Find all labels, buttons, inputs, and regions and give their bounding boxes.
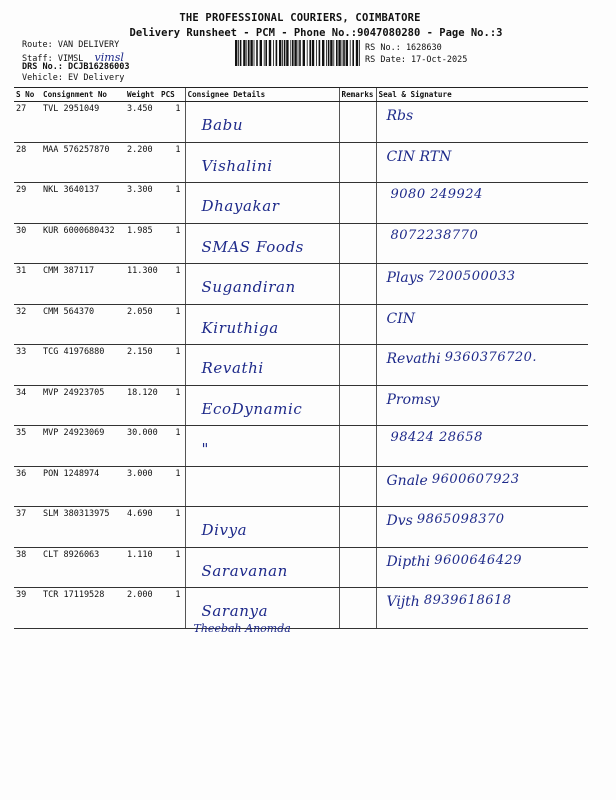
- phone-handwritten: 9080 249924: [390, 187, 483, 202]
- cell-consignment: MVP 24923705: [41, 385, 125, 426]
- barcode-bar: [330, 40, 332, 66]
- cell-consignment: TCR 17119528: [41, 588, 125, 629]
- signature: Dvs: [386, 513, 413, 529]
- consignee-handwritten-name: Vishalini: [201, 156, 273, 175]
- phone-handwritten: 8939618618: [423, 593, 512, 608]
- barcode-bar: [256, 40, 258, 66]
- barcode-bar: [260, 40, 262, 66]
- barcode-bar: [346, 40, 348, 66]
- cell-weight: 3.000: [125, 466, 159, 507]
- col-seal: Seal & Signature: [376, 88, 588, 102]
- cell-remarks: [339, 304, 376, 345]
- cell-pcs: 1: [159, 102, 185, 143]
- cell-weight: 2.200: [125, 142, 159, 183]
- staff-label: Staff: VIMSL: [22, 54, 84, 64]
- cell-consignee: [185, 142, 339, 183]
- col-consignment: Consignment No: [41, 88, 125, 102]
- consignee-handwritten-name: Kiruthiga: [201, 318, 279, 337]
- barcode-bar: [312, 40, 314, 66]
- table-row: [14, 507, 588, 548]
- staff-signature: vimsl: [94, 51, 124, 64]
- cell-consignee: [185, 183, 339, 224]
- cell-consignment: KUR 6000680432: [41, 223, 125, 264]
- table-row: [14, 264, 588, 305]
- cell-weight: 1.110: [125, 547, 159, 588]
- barcode-bar: [240, 40, 242, 66]
- cell-pcs: 1: [159, 507, 185, 548]
- barcode-bar: [243, 40, 245, 66]
- barcode-bar: [238, 40, 239, 66]
- barcode-bar: [303, 40, 305, 66]
- barcode-bar: [336, 40, 338, 66]
- cell-consignee: [185, 588, 339, 635]
- phone-handwritten: 9600607923: [431, 471, 520, 487]
- barcode-bar: [350, 40, 351, 66]
- cell-seal-signature: [376, 183, 588, 224]
- phone-handwritten: 8072238770: [390, 227, 479, 243]
- signature: Plays: [386, 270, 424, 286]
- barcode-bar: [235, 40, 237, 66]
- table-row: [14, 183, 588, 224]
- barcode-bar: [322, 40, 324, 66]
- consignee-handwritten-name: Revathi: [201, 359, 264, 377]
- cell-remarks: [339, 588, 376, 629]
- barcode-bar: [279, 40, 281, 66]
- cell-sno: 38: [14, 547, 41, 588]
- col-remarks: Remarks: [339, 88, 376, 102]
- cell-weight: 4.690: [125, 507, 159, 548]
- signature: Promsy: [386, 391, 440, 408]
- barcode-bar: [290, 40, 291, 66]
- table-row: [14, 304, 588, 345]
- cell-remarks: [339, 547, 376, 588]
- col-pcs: PCS: [159, 88, 185, 102]
- cell-sno: 27: [14, 102, 41, 143]
- company-name: THE PROFESSIONAL COURIERS, COIMBATORE: [179, 12, 421, 24]
- barcode-bar: [333, 40, 334, 66]
- signature: Revathi: [386, 351, 441, 367]
- signature: CIN: [386, 310, 415, 327]
- cell-remarks: [339, 142, 376, 183]
- consignee-handwritten-name-extra: Theebah Anomda: [193, 622, 291, 635]
- cell-sno: 34: [14, 385, 41, 426]
- cell-seal-signature: [376, 588, 588, 629]
- table-row: [14, 142, 588, 183]
- barcode-bar: [338, 40, 340, 66]
- cell-remarks: [339, 223, 376, 264]
- col-consignee: Consignee Details: [185, 88, 339, 102]
- barcode-bar: [273, 40, 274, 66]
- cell-weight: 2.000: [125, 588, 159, 629]
- consignee-handwritten-name: Dhayakar: [201, 197, 280, 215]
- cell-weight: 2.150: [125, 345, 159, 386]
- signature: Rbs: [386, 108, 414, 124]
- table-row: [14, 385, 588, 426]
- barcode-bar: [248, 40, 250, 66]
- table-header-row: [14, 88, 588, 102]
- consignee-handwritten-name: EcoDynamic: [201, 399, 303, 418]
- cell-seal-signature: [376, 142, 588, 183]
- barcode-bar: [343, 40, 345, 66]
- barcode-bar: [356, 40, 358, 66]
- phone-handwritten: 98424 28658: [390, 430, 483, 445]
- cell-sno: 31: [14, 264, 41, 305]
- cell-pcs: 1: [159, 183, 185, 224]
- runsheet-title: Delivery Runsheet - PCM - Phone No.:9047080280 - Page No.:3: [129, 27, 503, 39]
- cell-sno: 29: [14, 183, 41, 224]
- table-row: [14, 466, 588, 507]
- barcode-bar: [299, 40, 301, 66]
- cell-pcs: 1: [159, 385, 185, 426]
- table-row: [14, 588, 588, 629]
- barcode-bar: [250, 40, 252, 66]
- cell-remarks: [339, 183, 376, 224]
- consignee-handwritten-name: Divya: [201, 521, 248, 539]
- cell-seal-signature: [376, 102, 588, 143]
- cell-consignment: TCG 41976880: [41, 345, 125, 386]
- cell-pcs: 1: [159, 466, 185, 507]
- cell-seal-signature: [376, 426, 588, 467]
- consignee-handwritten-name: Saravanan: [201, 561, 288, 580]
- vehicle-label: Vehicle: EV Delivery: [22, 73, 125, 83]
- cell-consignment: MAA 576257870: [41, 142, 125, 183]
- cell-consignment: CLT 8926063: [41, 547, 125, 588]
- cell-weight: 1.985: [125, 223, 159, 264]
- cell-consignee: [185, 547, 339, 588]
- barcode-bar: [316, 40, 317, 66]
- cell-weight: 3.300: [125, 183, 159, 224]
- cell-pcs: 1: [159, 304, 185, 345]
- cell-consignment: CMM 387117: [41, 264, 125, 305]
- cell-seal-signature: [376, 304, 588, 345]
- cell-weight: 30.000: [125, 426, 159, 467]
- cell-pcs: 1: [159, 345, 185, 386]
- barcode-bar: [342, 40, 343, 66]
- cell-consignment: SLM 380313975: [41, 507, 125, 548]
- barcode-bar: [326, 40, 327, 66]
- phone-handwritten: 7200500033: [427, 269, 516, 284]
- cell-pcs: 1: [159, 223, 185, 264]
- rs-number: RS No.: 1628630: [365, 43, 442, 53]
- barcode-bar: [286, 40, 288, 66]
- cell-sno: 28: [14, 142, 41, 183]
- consignee-handwritten-name: SMAS Foods: [201, 237, 304, 256]
- cell-consignee: [185, 507, 339, 548]
- cell-pcs: 1: [159, 142, 185, 183]
- cell-sno: 33: [14, 345, 41, 386]
- cell-remarks: [339, 102, 376, 143]
- cell-remarks: [339, 507, 376, 548]
- phone-handwritten: 9360376720.: [444, 350, 538, 365]
- runsheet-table: [14, 87, 588, 635]
- signature: Vijth: [386, 594, 420, 610]
- cell-consignee: [185, 304, 339, 345]
- cell-consignee: [185, 264, 339, 305]
- barcode-bar: [294, 40, 296, 66]
- cell-sno: 36: [14, 466, 41, 507]
- barcode-bar: [265, 40, 267, 66]
- cell-sno: 37: [14, 507, 41, 548]
- barcode-bar: [269, 40, 271, 66]
- barcode-bar: [307, 40, 308, 66]
- cell-pcs: 1: [159, 588, 185, 629]
- barcode-bar: [276, 40, 278, 66]
- barcode-bar: [352, 40, 354, 66]
- rs-date: RS Date: 17-Oct-2025: [365, 55, 468, 65]
- cell-remarks: [339, 264, 376, 305]
- barcode-bar: [359, 40, 360, 66]
- cell-consignee: [185, 223, 339, 264]
- phone-handwritten: 9600646429: [434, 552, 523, 568]
- cell-pcs: 1: [159, 547, 185, 588]
- drs-number: DRS No.: DCJB16286003: [22, 62, 130, 72]
- table-row: [14, 223, 588, 264]
- cell-sno: 39: [14, 588, 41, 629]
- cell-consignment: CMM 564370: [41, 304, 125, 345]
- table-row: [14, 345, 588, 386]
- col-weight: Weight: [125, 88, 159, 102]
- cell-weight: 18.120: [125, 385, 159, 426]
- barcode-bar: [319, 40, 321, 66]
- cell-seal-signature: [376, 547, 588, 588]
- cell-consignee: [185, 345, 339, 386]
- cell-seal-signature: [376, 264, 588, 305]
- barcode-bar: [328, 40, 330, 66]
- table-row: [14, 547, 588, 588]
- barcode-bar: [282, 40, 283, 66]
- cell-sno: 35: [14, 426, 41, 467]
- signature: CIN RTN: [386, 148, 452, 165]
- cell-consignee: [185, 426, 339, 467]
- cell-consignment: NKL 3640137: [41, 183, 125, 224]
- cell-consignment: PON 1248974: [41, 466, 125, 507]
- cell-consignee: [185, 385, 339, 426]
- consignee-handwritten-name: Sugandiran: [201, 278, 296, 296]
- cell-consignment: TVL 2951049: [41, 102, 125, 143]
- cell-consignee: [185, 466, 339, 507]
- barcode-bar: [246, 40, 247, 66]
- cell-seal-signature: [376, 223, 588, 264]
- barcode-bar: [309, 40, 311, 66]
- cell-sno: 30: [14, 223, 41, 264]
- barcode-bar: [292, 40, 294, 66]
- cell-sno: 32: [14, 304, 41, 345]
- cell-pcs: 1: [159, 426, 185, 467]
- barcode-bar: [284, 40, 286, 66]
- consignee-handwritten-name: Saranya: [201, 602, 269, 620]
- col-sno: S No: [14, 88, 41, 102]
- cell-consignment: MVP 24923069: [41, 426, 125, 467]
- cell-seal-signature: [376, 466, 588, 507]
- barcode-bar: [254, 40, 255, 66]
- cell-remarks: [339, 466, 376, 507]
- barcode-bar: [264, 40, 265, 66]
- signature: Dipthi: [386, 553, 431, 570]
- cell-consignee: [185, 102, 339, 143]
- cell-pcs: 1: [159, 264, 185, 305]
- signature: Gnale: [386, 472, 428, 489]
- cell-seal-signature: [376, 385, 588, 426]
- barcode: [235, 40, 360, 66]
- cell-seal-signature: [376, 345, 588, 386]
- consignee-handwritten-name: ": [201, 440, 209, 458]
- cell-weight: 2.050: [125, 304, 159, 345]
- table-row: [14, 426, 588, 467]
- consignee-handwritten-name: Babu: [201, 116, 244, 134]
- cell-remarks: [339, 385, 376, 426]
- cell-remarks: [339, 345, 376, 386]
- cell-seal-signature: [376, 507, 588, 548]
- phone-handwritten: 9865098370: [416, 512, 505, 527]
- table-row: [14, 102, 588, 143]
- cell-weight: 11.300: [125, 264, 159, 305]
- cell-remarks: [339, 426, 376, 467]
- route-label: Route: VAN DELIVERY: [22, 40, 120, 50]
- barcode-bar: [298, 40, 299, 66]
- cell-weight: 3.450: [125, 102, 159, 143]
